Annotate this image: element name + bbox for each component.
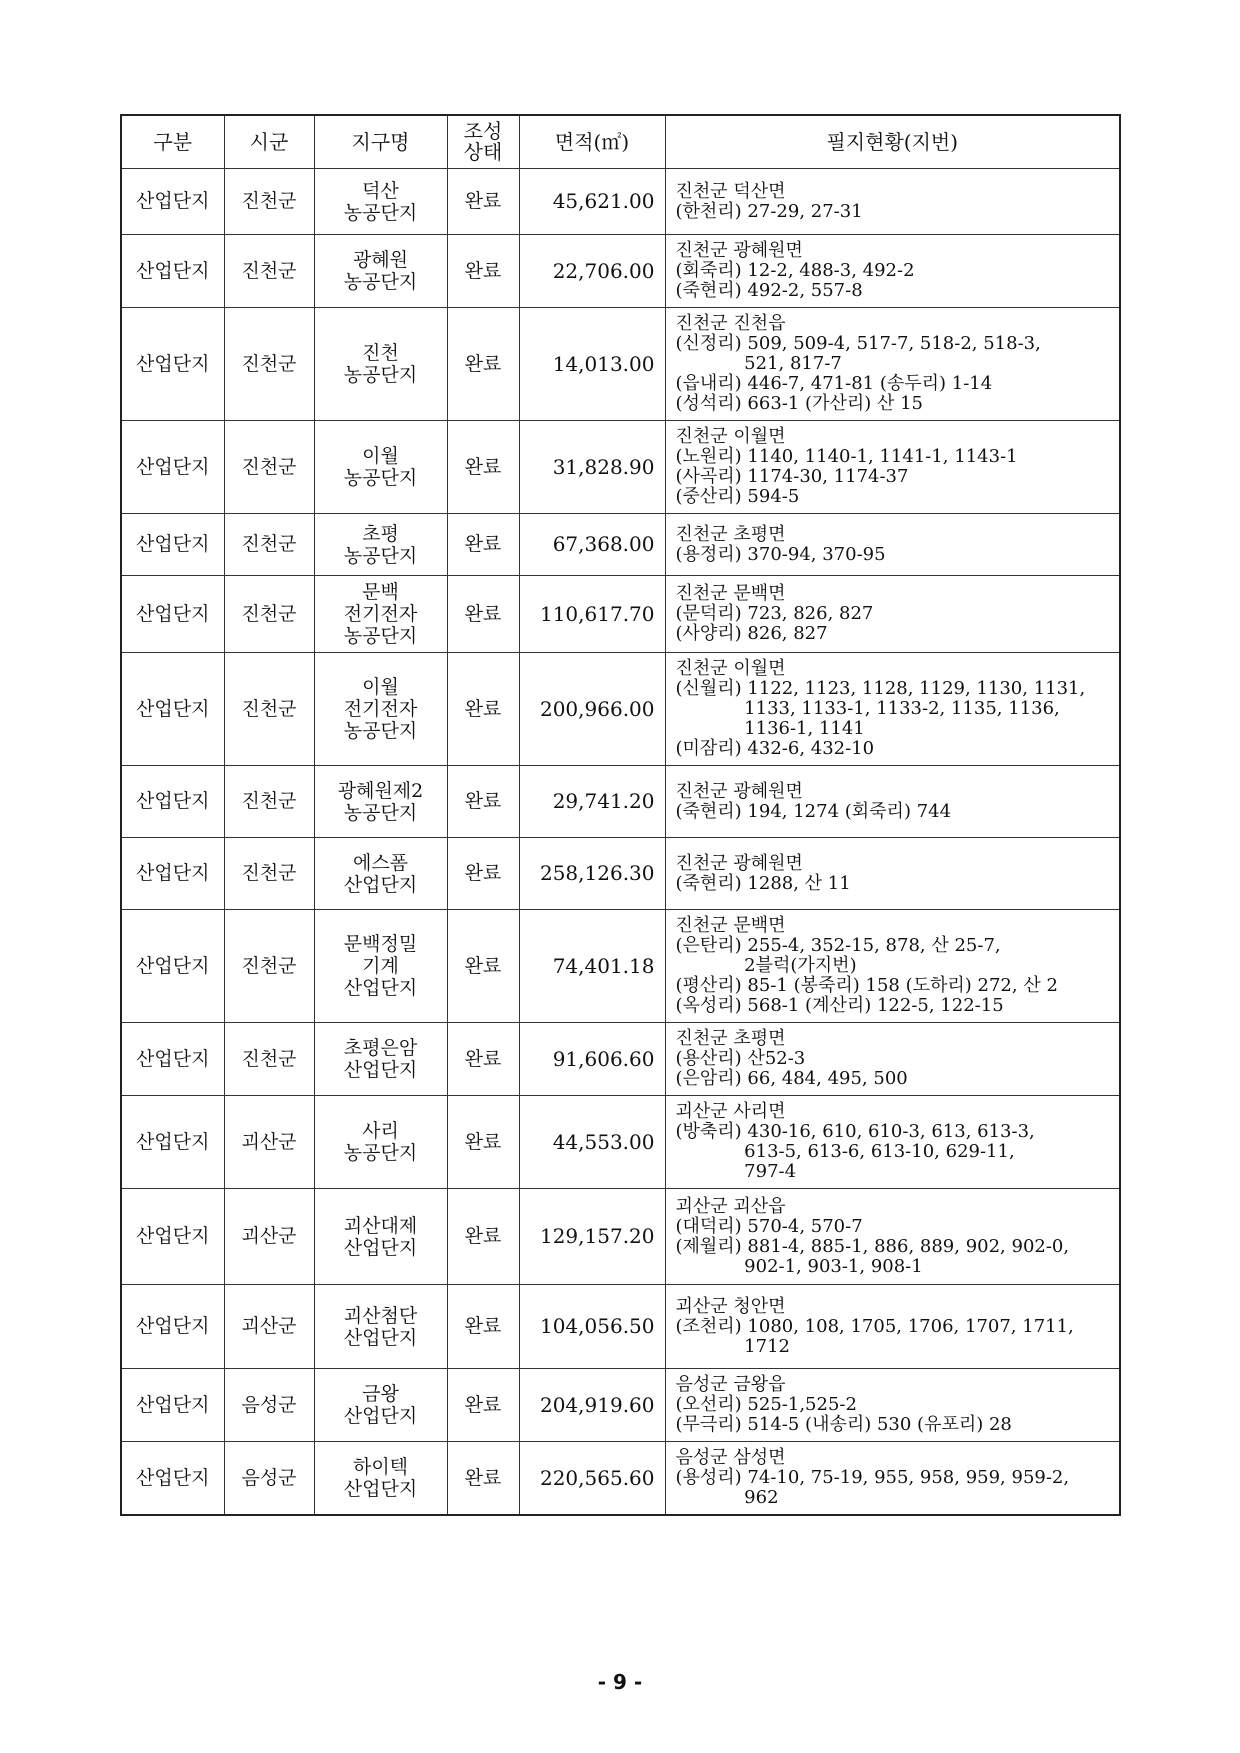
area-cell: 220,565.60 — [519, 1442, 665, 1516]
parcels-cell — [665, 576, 1120, 653]
parcel-line: 613-5, 613-6, 613-10, 629-11, — [675, 1141, 1015, 1162]
county-cell: 진천군 — [224, 766, 314, 838]
area-cell: 91,606.60 — [519, 1023, 665, 1096]
parcel-line: (회죽리) 12-2, 488-3, 492-2 — [675, 260, 915, 281]
district-name-line: 괴산대제 — [343, 1214, 418, 1237]
county-cell: 진천군 — [224, 653, 314, 766]
district-name-line: 에스폼 — [352, 851, 409, 874]
county-cell: 진천군 — [224, 576, 314, 653]
table-row — [121, 766, 1120, 838]
table-header-row — [121, 115, 1120, 169]
status-cell: 완료 — [447, 308, 519, 421]
parcels-cell — [665, 838, 1120, 910]
county-cell: 진천군 — [224, 169, 314, 235]
county-cell: 진천군 — [224, 514, 314, 576]
parcel-line: 음성군 삼성면 — [675, 1447, 786, 1468]
parcel-line: 797-4 — [675, 1161, 797, 1182]
area-cell: 44,553.00 — [519, 1096, 665, 1189]
district-name-line: 농공단지 — [343, 544, 418, 567]
area-cell: 258,126.30 — [519, 838, 665, 910]
status-cell: 완료 — [447, 1096, 519, 1189]
county-cell: 진천군 — [224, 308, 314, 421]
parcels-cell — [665, 421, 1120, 514]
district-name-line: 전기전자 — [343, 698, 418, 720]
parcel-line: (한천리) 27-29, 27-31 — [675, 200, 863, 222]
parcels-cell — [665, 514, 1120, 576]
parcel-line: 1133, 1133-1, 1133-2, 1135, 1136, — [675, 698, 1060, 719]
parcel-line: 521, 817-7 — [675, 353, 842, 374]
area-cell: 129,157.20 — [519, 1189, 665, 1285]
district-name-line: 농공단지 — [343, 271, 418, 293]
parcels-cell — [665, 308, 1120, 421]
parcel-line: (용산리) 산52-3 — [675, 1048, 806, 1069]
status-cell: 완료 — [447, 514, 519, 576]
district-cell — [314, 838, 447, 910]
district-cell — [314, 576, 447, 653]
table-row — [121, 1369, 1120, 1442]
table-row — [121, 1023, 1120, 1096]
header-status — [447, 115, 519, 169]
table-row — [121, 910, 1120, 1023]
district-cell — [314, 308, 447, 421]
parcel-line: (용성리) 74-10, 75-19, 955, 958, 959, 959-2, — [675, 1467, 1070, 1488]
district-cell — [314, 1023, 447, 1096]
parcel-line: (오선리) 525-1,525-2 — [675, 1394, 857, 1415]
header-status-text: 조성 상태 — [463, 119, 503, 164]
parcel-line: (문덕리) 723, 826, 827 — [675, 603, 874, 624]
area-cell: 74,401.18 — [519, 910, 665, 1023]
district-cell — [314, 1285, 447, 1369]
status-cell: 완료 — [447, 1369, 519, 1442]
parcels-cell — [665, 1369, 1120, 1442]
land-register-sheet — [120, 114, 1119, 1516]
parcel-line: (사곡리) 1174-30, 1174-37 — [675, 466, 909, 487]
county-cell: 괴산군 — [224, 1285, 314, 1369]
district-cell — [314, 910, 447, 1023]
district-name-line: 산업단지 — [343, 1326, 418, 1349]
header-county: 시군 — [224, 115, 314, 169]
parcel-line: 진천군 문백면 — [675, 915, 786, 936]
table-row — [121, 308, 1120, 421]
district-name-line: 산업단지 — [343, 1405, 418, 1427]
table-row — [121, 1442, 1120, 1516]
district-cell — [314, 653, 447, 766]
county-cell: 음성군 — [224, 1369, 314, 1442]
category-cell: 산업단지 — [121, 1096, 224, 1189]
county-cell: 음성군 — [224, 1442, 314, 1516]
district-name-line: 초평 — [362, 522, 399, 545]
district-name-line: 문백정밀 — [343, 933, 418, 955]
category-cell: 산업단지 — [121, 576, 224, 653]
parcel-line: (은암리) 66, 484, 495, 500 — [675, 1068, 908, 1089]
area-cell: 14,013.00 — [519, 308, 665, 421]
district-name-line: 하이텍 — [352, 1456, 409, 1478]
district-name-line: 이월 — [362, 445, 399, 467]
table-row — [121, 235, 1120, 308]
status-cell: 완료 — [447, 653, 519, 766]
header-area: 면적(㎡) — [519, 115, 665, 169]
area-cell: 110,617.70 — [519, 576, 665, 653]
district-name-line: 농공단지 — [343, 364, 418, 386]
parcel-line: 진천군 광혜원면 — [675, 852, 803, 874]
table-row — [121, 653, 1120, 766]
category-cell: 산업단지 — [121, 766, 224, 838]
parcel-line: (대덕리) 570-4, 570-7 — [675, 1215, 863, 1237]
parcel-line: (옥성리) 568-1 (계산리) 122-5, 122-15 — [675, 995, 1004, 1016]
district-cell — [314, 514, 447, 576]
district-name-line: 산업단지 — [343, 1478, 418, 1500]
county-cell: 진천군 — [224, 838, 314, 910]
parcel-line: (조천리) 1080, 108, 1705, 1706, 1707, 1711, — [675, 1315, 1074, 1337]
area-cell: 45,621.00 — [519, 169, 665, 235]
district-name-line: 산업단지 — [343, 1059, 418, 1081]
district-cell — [314, 1096, 447, 1189]
parcel-line: (사양리) 826, 827 — [675, 623, 828, 644]
district-name-line: 농공단지 — [343, 720, 418, 742]
district-cell — [314, 235, 447, 308]
parcels-cell — [665, 1442, 1120, 1516]
table-row — [121, 514, 1120, 576]
county-cell: 괴산군 — [224, 1096, 314, 1189]
district-name-line: 덕산 — [362, 179, 399, 202]
status-cell: 완료 — [447, 235, 519, 308]
district-name-line: 기계 — [362, 955, 399, 977]
parcel-line: 괴산군 괴산읍 — [675, 1195, 786, 1217]
status-cell: 완료 — [447, 421, 519, 514]
page-number: - 9 - — [597, 1670, 643, 1694]
parcels-cell — [665, 1096, 1120, 1189]
parcels-cell — [665, 235, 1120, 308]
parcel-line: (신월리) 1122, 1123, 1128, 1129, 1130, 1131, — [675, 678, 1086, 699]
category-cell: 산업단지 — [121, 653, 224, 766]
category-cell: 산업단지 — [121, 514, 224, 576]
table-row — [121, 421, 1120, 514]
parcel-line: (은탄리) 255-4, 352-15, 878, 산 25-7, — [675, 935, 1001, 956]
category-cell: 산업단지 — [121, 838, 224, 910]
parcel-line: (무극리) 514-5 (내송리) 530 (유포리) 28 — [675, 1414, 1012, 1435]
district-name-line: 문백 — [362, 581, 399, 603]
table-row — [121, 838, 1120, 910]
category-cell: 산업단지 — [121, 910, 224, 1023]
parcel-line: (죽현리) 492-2, 557-8 — [675, 280, 863, 301]
category-cell: 산업단지 — [121, 169, 224, 235]
parcel-line: (중산리) 594-5 — [675, 486, 800, 507]
county-cell: 진천군 — [224, 1023, 314, 1096]
status-cell: 완료 — [447, 1189, 519, 1285]
category-cell: 산업단지 — [121, 308, 224, 421]
parcel-line: 진천군 이월면 — [675, 426, 786, 447]
district-name-line: 농공단지 — [343, 1142, 418, 1164]
district-name-line: 진천 — [362, 342, 399, 364]
area-cell: 104,056.50 — [519, 1285, 665, 1369]
parcel-line: (노원리) 1140, 1140-1, 1141-1, 1143-1 — [675, 446, 1018, 467]
district-name-line: 농공단지 — [343, 625, 418, 647]
area-cell: 200,966.00 — [519, 653, 665, 766]
parcels-cell — [665, 1023, 1120, 1096]
status-cell: 완료 — [447, 1442, 519, 1516]
district-cell — [314, 1189, 447, 1285]
district-name-line: 이월 — [362, 676, 399, 698]
header-parcels: 필지현황(지번) — [665, 115, 1120, 169]
parcel-line: 괴산군 청안면 — [675, 1295, 786, 1317]
district-name-line: 초평은암 — [343, 1037, 418, 1059]
parcel-line: (용정리) 370-94, 370-95 — [675, 543, 886, 565]
parcels-cell — [665, 910, 1120, 1023]
district-name-line: 산업단지 — [343, 1236, 418, 1259]
district-name-line: 산업단지 — [343, 873, 418, 896]
status-cell: 완료 — [447, 169, 519, 235]
area-cell: 67,368.00 — [519, 514, 665, 576]
status-cell: 완료 — [447, 1285, 519, 1369]
district-name-line: 농공단지 — [343, 801, 418, 824]
parcels-cell — [665, 766, 1120, 838]
district-name-line: 광혜원 — [352, 249, 409, 271]
area-cell: 22,706.00 — [519, 235, 665, 308]
parcel-line: (읍내리) 446-7, 471-81 (송두리) 1-14 — [675, 373, 993, 394]
parcel-line: (미잠리) 432-6, 432-10 — [675, 738, 875, 759]
status-cell: 완료 — [447, 766, 519, 838]
area-cell: 31,828.90 — [519, 421, 665, 514]
district-name-line: 광혜원제2 — [337, 779, 424, 802]
parcel-line: (신정리) 509, 509-4, 517-7, 518-2, 518-3, — [675, 333, 1041, 354]
district-name-line: 괴산첨단 — [343, 1304, 418, 1327]
parcel-line: (성석리) 663-1 (가산리) 산 15 — [675, 393, 923, 414]
parcels-cell — [665, 169, 1120, 235]
parcel-line: 1136-1, 1141 — [675, 718, 865, 739]
header-district: 지구명 — [314, 115, 447, 169]
table-row — [121, 1285, 1120, 1369]
parcel-line: 진천군 진천읍 — [675, 313, 786, 334]
parcel-line: 진천군 초평면 — [675, 523, 786, 545]
area-cell: 204,919.60 — [519, 1369, 665, 1442]
category-cell: 산업단지 — [121, 1285, 224, 1369]
parcel-line: 진천군 덕산면 — [675, 180, 786, 202]
table-row — [121, 1189, 1120, 1285]
county-cell: 괴산군 — [224, 1189, 314, 1285]
parcel-line: 962 — [675, 1487, 779, 1508]
parcels-cell — [665, 1285, 1120, 1369]
parcel-line: 진천군 이월면 — [675, 658, 786, 679]
status-cell: 완료 — [447, 1023, 519, 1096]
parcel-line: (죽현리) 1288, 산 11 — [675, 872, 851, 894]
county-cell: 진천군 — [224, 235, 314, 308]
district-name-line: 사리 — [362, 1120, 399, 1142]
parcel-line: 진천군 초평면 — [675, 1028, 786, 1049]
category-cell: 산업단지 — [121, 421, 224, 514]
header-category: 구분 — [121, 115, 224, 169]
parcels-cell — [665, 1189, 1120, 1285]
category-cell: 산업단지 — [121, 235, 224, 308]
status-cell: 완료 — [447, 576, 519, 653]
table-row — [121, 1096, 1120, 1189]
table-row — [121, 576, 1120, 653]
district-cell — [314, 169, 447, 235]
parcel-line: 진천군 문백면 — [675, 583, 786, 604]
industrial-complex-table — [120, 114, 1121, 1516]
status-cell: 완료 — [447, 838, 519, 910]
district-name-line: 전기전자 — [343, 603, 418, 625]
parcel-line: (방축리) 430-16, 610, 610-3, 613, 613-3, — [675, 1121, 1035, 1142]
district-name-line: 농공단지 — [343, 467, 418, 489]
area-cell: 29,741.20 — [519, 766, 665, 838]
parcel-line: (평산리) 85-1 (봉죽리) 158 (도하리) 272, 산 2 — [675, 975, 1058, 996]
county-cell: 진천군 — [224, 910, 314, 1023]
parcel-line: 2블럭(가지번) — [675, 955, 857, 976]
parcel-line: 진천군 광혜원면 — [675, 240, 803, 261]
district-cell — [314, 421, 447, 514]
parcel-line: 음성군 금왕읍 — [675, 1374, 786, 1395]
category-cell: 산업단지 — [121, 1369, 224, 1442]
county-cell: 진천군 — [224, 421, 314, 514]
district-cell — [314, 1442, 447, 1516]
parcel-line: 괴산군 사리면 — [675, 1101, 786, 1122]
parcel-line: 진천군 광혜원면 — [675, 780, 803, 802]
status-cell: 완료 — [447, 910, 519, 1023]
parcel-line: 902-1, 903-1, 908-1 — [675, 1255, 923, 1277]
district-name-line: 산업단지 — [343, 977, 418, 999]
parcel-line: (죽현리) 194, 1274 (회죽리) 744 — [675, 800, 952, 822]
district-cell — [314, 766, 447, 838]
district-cell — [314, 1369, 447, 1442]
category-cell: 산업단지 — [121, 1023, 224, 1096]
table-body — [121, 169, 1120, 1516]
category-cell: 산업단지 — [121, 1189, 224, 1285]
parcels-cell — [665, 653, 1120, 766]
district-name-line: 농공단지 — [343, 201, 418, 224]
category-cell: 산업단지 — [121, 1442, 224, 1516]
parcel-line: (제월리) 881-4, 885-1, 886, 889, 902, 902-0, — [675, 1235, 1070, 1257]
district-name-line: 금왕 — [362, 1383, 399, 1405]
table-row — [121, 169, 1120, 235]
parcel-line: 1712 — [675, 1335, 790, 1357]
